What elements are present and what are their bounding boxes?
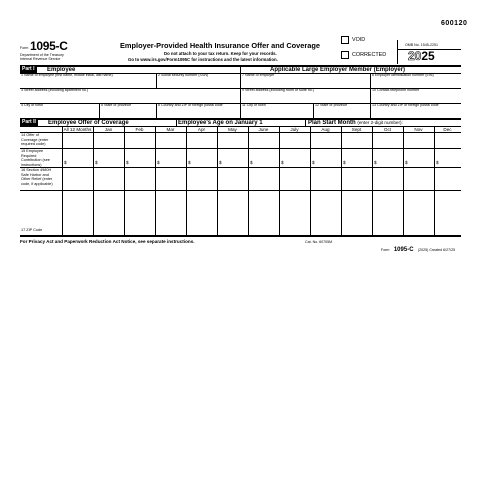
row14-cell-11[interactable]: [373, 133, 403, 148]
row17-cell-7[interactable]: [249, 191, 279, 235]
row15-cell-1[interactable]: [63, 149, 93, 167]
row17-cell-13[interactable]: [435, 191, 461, 235]
row17-cell-1[interactable]: [63, 191, 93, 235]
part1-badge: Part I: [22, 66, 35, 72]
footer-form-id: [381, 239, 455, 255]
row14-cell-5[interactable]: [187, 133, 217, 148]
row16-cell-2[interactable]: [94, 168, 124, 190]
footer-form-number: 1095-C: [393, 247, 414, 253]
field10-input[interactable]: [371, 93, 460, 102]
row15-cell-4[interactable]: [156, 149, 186, 167]
month-header-all-12-months: All 12 Months: [63, 126, 92, 132]
row15-cell-5[interactable]: [187, 149, 217, 167]
row16-cell-3[interactable]: [125, 168, 155, 190]
field2-input[interactable]: [157, 78, 239, 87]
field12-label: 12 State or province: [315, 103, 348, 107]
row17-cell-10[interactable]: [342, 191, 372, 235]
month-header-nov: Nov: [414, 126, 423, 132]
row14-cell-8[interactable]: [280, 133, 310, 148]
corrected-checkbox[interactable]: [341, 51, 349, 59]
row16-cell-6[interactable]: [218, 168, 248, 190]
row15-cell-3[interactable]: [125, 149, 155, 167]
row15-cell-12[interactable]: [404, 149, 434, 167]
part2-badge: Part II: [22, 119, 36, 125]
row16-cell-7[interactable]: [249, 168, 279, 190]
tax-year-bold: 25: [421, 49, 435, 63]
field10-label: 10 Contact telephone number: [372, 88, 420, 92]
row17-cell-9[interactable]: [311, 191, 341, 235]
field6-input[interactable]: [157, 108, 239, 117]
row15-cell-11[interactable]: [373, 149, 403, 167]
month-header-june: June: [258, 126, 269, 132]
field11-label: 11 City or town: [242, 103, 266, 107]
month-header-dec: Dec: [443, 126, 452, 132]
dollar-sign: $: [95, 160, 98, 165]
row15-cell-2[interactable]: [94, 149, 124, 167]
row14-cell-2[interactable]: [94, 133, 124, 148]
row15-cell-6[interactable]: [218, 149, 248, 167]
row16-cell-5[interactable]: [187, 168, 217, 190]
month-header-jan: Jan: [104, 126, 113, 132]
row14-cell-9[interactable]: [311, 133, 341, 148]
field13-label: 13 Country and ZIP or foreign postal code: [372, 103, 439, 107]
row17-cell-2[interactable]: [94, 191, 124, 235]
row14-cell-10[interactable]: [342, 133, 372, 148]
field4-label: 4 City or town: [21, 103, 43, 107]
part2-heading: Employee Offer of Coverage: [48, 120, 129, 126]
row14-cell-4[interactable]: [156, 133, 186, 148]
row14-cell-1[interactable]: [63, 133, 93, 148]
month-header-mar: Mar: [166, 126, 175, 132]
row15-cell-10[interactable]: [342, 149, 372, 167]
dollar-sign: $: [374, 160, 377, 165]
dollar-sign: $: [126, 160, 129, 165]
field5-label: 5 State or province: [101, 103, 132, 107]
omb-number: OMB No. 1545-2251: [405, 43, 438, 47]
plan-start-title: Plan Start Month: [308, 120, 356, 126]
part1-employer-heading: Applicable Large Employer Member (Employer): [270, 67, 406, 73]
field7-input[interactable]: [241, 78, 369, 87]
row17-cell-12[interactable]: [404, 191, 434, 235]
void-label: VOID: [352, 37, 366, 43]
row17-cell-4[interactable]: [156, 191, 186, 235]
dollar-sign: $: [281, 160, 284, 165]
field3-label: 3 Street address (including apartment no.): [21, 88, 89, 92]
age-heading: Employee's Age on January 1: [178, 120, 263, 126]
field8-label: 8 Employer identification number (EIN): [372, 73, 434, 77]
privacy-notice: For Privacy Act and Paperwork Reduction Act Notice, see separate instructions.: [20, 239, 195, 244]
row16-cell-4[interactable]: [156, 168, 186, 190]
row16-cell-8[interactable]: [280, 168, 310, 190]
row15-label: 15 Employee Required Contribution (see instructions): [21, 149, 50, 167]
row16-cell-1[interactable]: [63, 168, 93, 190]
row15-cell-8[interactable]: [280, 149, 310, 167]
part1-employee-heading: Employee: [47, 67, 76, 73]
void-checkbox[interactable]: [341, 36, 349, 44]
row14-cell-13[interactable]: [435, 133, 461, 148]
field3-input[interactable]: [21, 93, 239, 102]
month-header-oct: Oct: [383, 126, 392, 132]
form-title: Employer-Provided Health Insurance Offer and Coverage: [120, 41, 321, 50]
dollar-sign: $: [250, 160, 253, 165]
row15-cell-7[interactable]: [249, 149, 279, 167]
corrected-label: CORRECTED: [352, 52, 387, 58]
month-header-aug: Aug: [321, 126, 330, 132]
row15-cell-13[interactable]: [435, 149, 461, 167]
form-prefix: Form: [20, 46, 29, 50]
plan-start-note: (enter 2-digit number):: [357, 120, 403, 125]
month-header-may: May: [228, 126, 237, 132]
dollar-sign: $: [343, 160, 346, 165]
footer-form-prefix: Form: [381, 248, 390, 252]
row16-cell-9[interactable]: [311, 168, 341, 190]
field1-label: 1 Name of employee (first name, middle initial, last name): [21, 73, 113, 77]
dept-line2: Internal Revenue Service: [20, 57, 61, 61]
row16-cell-11[interactable]: [373, 168, 403, 190]
row16-cell-12[interactable]: [404, 168, 434, 190]
row14-label: 14 Offer of Coverage (enter required code): [21, 133, 49, 147]
field8-input[interactable]: [371, 78, 460, 87]
subtitle1: Do not attach to your tax return. Keep for your records.: [164, 51, 277, 56]
field1-input[interactable]: [21, 78, 155, 87]
dollar-sign: $: [157, 160, 160, 165]
row14-cell-7[interactable]: [249, 133, 279, 148]
row17-cell-11[interactable]: [373, 191, 403, 235]
field4-input[interactable]: [21, 108, 98, 117]
dollar-sign: $: [312, 160, 315, 165]
row14-cell-6[interactable]: [218, 133, 248, 148]
subtitle2: Go to www.irs.gov/Form1095C for instructions and the latest information.: [128, 57, 278, 62]
field12-input[interactable]: [314, 108, 369, 117]
tax-year: [408, 50, 435, 62]
field5-input[interactable]: [100, 108, 155, 117]
dept-line1: Department of the Treasury: [20, 53, 64, 57]
dollar-sign: $: [436, 160, 439, 165]
cat-number: Cat. No. 60705M: [305, 240, 333, 244]
row17-cell-5[interactable]: [187, 191, 217, 235]
tax-year-outline: 20: [408, 49, 422, 63]
dollar-sign: $: [64, 160, 67, 165]
dollar-sign: $: [188, 160, 191, 165]
row15-cell-9[interactable]: [311, 149, 341, 167]
field7-label: 7 Name of employer: [242, 73, 275, 77]
field9-label: 9 Street address (including room or suite no.): [242, 88, 314, 92]
field9-input[interactable]: [241, 93, 369, 102]
footer-form-suffix: (2025) Created 6/27/25: [417, 248, 456, 252]
month-header-sept: Sept: [351, 126, 362, 132]
form-number: 1095-C: [30, 39, 68, 53]
row14-cell-3[interactable]: [125, 133, 155, 148]
row17-cell-6[interactable]: [218, 191, 248, 235]
row16-label: 16 Section 4980H Safe Harbor and Other Relief (enter code, if applicable): [21, 168, 53, 186]
row14-cell-12[interactable]: [404, 133, 434, 148]
form-code: 600120: [441, 20, 468, 27]
field11-input[interactable]: [241, 108, 312, 117]
row17-label: 17 ZIP Code: [21, 228, 43, 232]
field2-label: 2 Social security number (SSN): [158, 73, 209, 77]
row17-cell-8[interactable]: [280, 191, 310, 235]
field13-input[interactable]: [371, 108, 460, 117]
row16-cell-13[interactable]: [435, 168, 461, 190]
month-header-july: July: [290, 126, 299, 132]
month-header-feb: Feb: [135, 126, 144, 132]
dollar-sign: $: [219, 160, 222, 165]
row17-cell-3[interactable]: [125, 191, 155, 235]
month-header-apr: Apr: [197, 126, 206, 132]
field6-label: 6 Country and ZIP or foreign postal code: [158, 103, 223, 107]
dollar-sign: $: [405, 160, 408, 165]
row16-cell-10[interactable]: [342, 168, 372, 190]
